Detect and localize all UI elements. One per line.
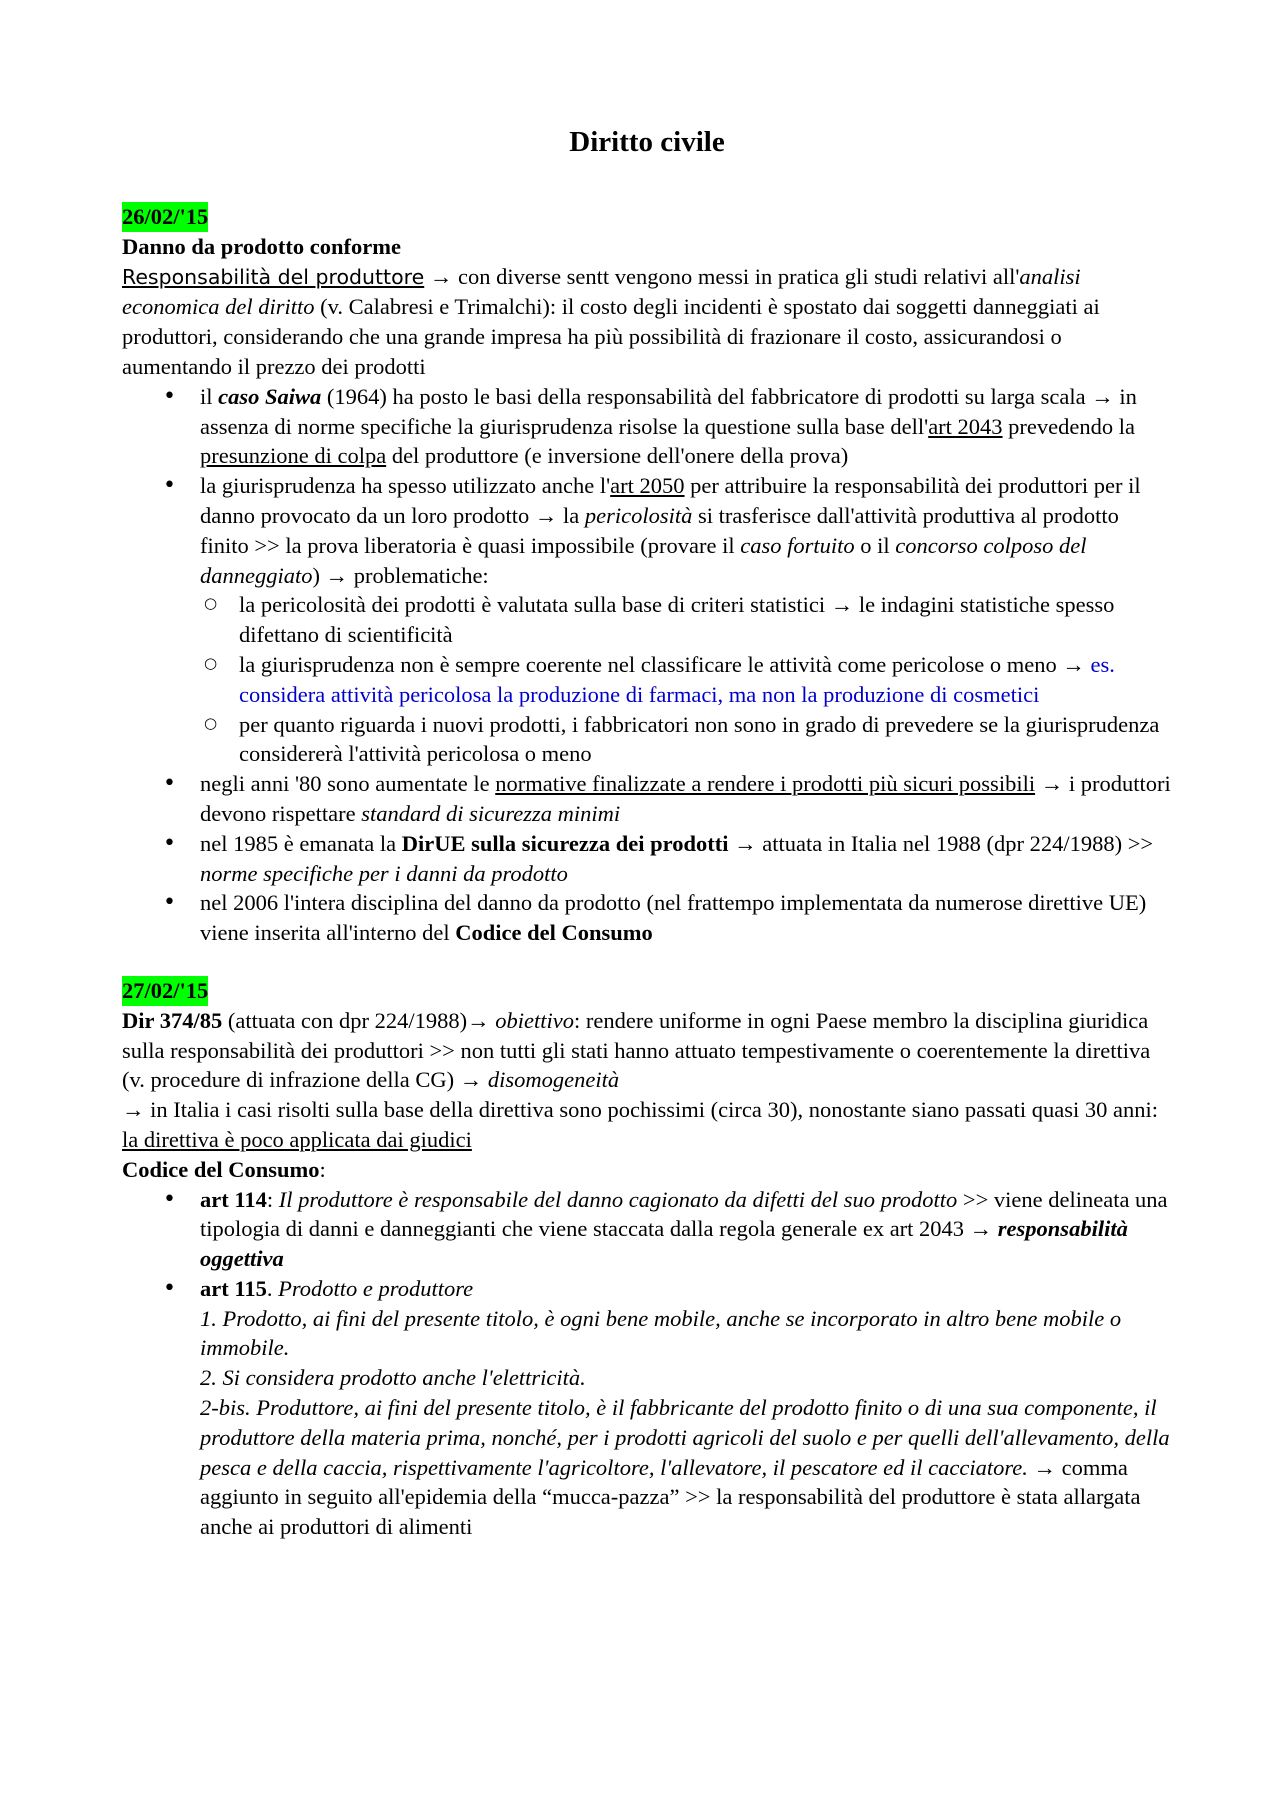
text-run: o il	[854, 532, 896, 558]
text-run: (v. Calabresi e Trimalchi): il costo degli incidenti è spostato dai soggetti danneggiati ai produttori, considerando che una grande impresa ha più possibilità di frazionare il costo, assicurandosi o aumentando il prezzo dei prodotti	[122, 294, 1100, 379]
intro-paragraph	[122, 262, 1172, 382]
text-run: del produttore (e inversione dell'onere della prova)	[386, 443, 849, 469]
section-heading: Danno da prodotto conforme	[122, 233, 401, 259]
sub-list-item: ○ la pericolosità dei prodotti è valutata sulla base di criteri statistici → le indagini statistiche spesso difettano di scientificità	[200, 590, 1172, 650]
text-run: (attuata con dpr 224/1988)→	[222, 1007, 496, 1033]
list-item	[122, 471, 1172, 769]
date-highlight: 27/02/'15	[122, 976, 208, 1006]
italic-term: norme specifiche per i danni da prodotto	[200, 860, 568, 886]
underlined-term: art 2043	[928, 413, 1003, 439]
text-run: il	[200, 383, 219, 409]
text-run: → con diverse sentt vengono messi in pratica gli studi relativi all'	[424, 263, 1020, 289]
bold-term: Codice del Consumo	[122, 1156, 320, 1182]
italic-term: pericolosità	[584, 502, 693, 528]
underlined-term: la direttiva è poco applicata dai giudici	[122, 1126, 472, 1152]
date-highlight: 26/02/'15	[122, 202, 208, 232]
text-run: :	[319, 1156, 326, 1182]
text-run: la giurisprudenza ha spesso utilizzato anche l'	[200, 473, 611, 499]
list-item	[122, 382, 1172, 471]
text-run: → in Italia i casi risolti sulla base della direttiva sono pochissimi (circa 30), nonostante siano passati quasi 30 anni:	[122, 1097, 1159, 1123]
sub-list-item	[200, 650, 1172, 710]
italic-term: analisi economica del diritto	[122, 263, 1081, 320]
text-run: la giurisprudenza non è sempre coerente nel classificare le attività come pericolose o meno →	[239, 651, 1091, 677]
underlined-term: presunzione di colpa	[200, 443, 387, 469]
underlined-term: art 2050	[610, 473, 685, 499]
italic-term: 2-bis. Produttore, ai fini del presente titolo, è il fabbricante del prodotto finito o di una sua componente, il produttore della materia prima, nonché, per i prodotti agricoli del suolo e per quelli dell'allevamento, della pesca e della caccia, rispettivamente l'agricoltore, l'allevatore, il pescatore ed il cacciatore.	[200, 1395, 1170, 1480]
paragraph	[122, 1006, 1172, 1095]
bold-italic-term: caso Saiwa	[218, 383, 322, 409]
list-item	[122, 769, 1172, 829]
text-run: si trasferisce dall'attività produttiva al prodotto finito >> la prova liberatoria è quasi impossibile (provare il	[200, 502, 1119, 558]
list-item	[122, 888, 1172, 948]
article-comma: 1. Prodotto, ai fini del presente titolo, è ogni bene mobile, anche se incorporato in altro bene mobile o immobile.	[200, 1305, 1122, 1361]
list-item	[122, 1185, 1172, 1274]
bold-term: art 115	[200, 1275, 267, 1301]
blue-example-text: es. considera attività pericolosa la produzione di farmaci, ma non la produzione di cosmetici	[239, 651, 1115, 707]
bold-term: art 114	[200, 1186, 267, 1212]
italic-term: standard di sicurezza minimi	[361, 800, 621, 826]
paragraph	[122, 1155, 1172, 1185]
italic-term: disomogeneità	[487, 1067, 620, 1093]
text-run: >> viene delineata una tipologia di danni e danneggianti che viene staccata dalla regola generale ex art 2043 →	[200, 1186, 1168, 1242]
bold-italic-term: responsabilità oggettiva	[200, 1216, 1128, 1272]
text-run: prevedendo la	[1002, 413, 1135, 439]
text-run: :	[266, 1186, 279, 1212]
article-comma: 2. Si considera prodotto anche l'elettricità.	[200, 1365, 586, 1391]
text-run: ) → problematiche:	[312, 562, 489, 588]
bullet-list	[122, 1185, 1172, 1543]
sub-bullet-list	[200, 590, 1172, 769]
section-26-02-15	[122, 202, 1172, 948]
paragraph	[122, 1095, 1172, 1155]
text-run: → comma aggiunto in seguito all'epidemia della “mucca-pazza” >> la responsabilità del produttore è stata allargata anche ai produttori di alimenti	[200, 1454, 1141, 1540]
underlined-term: Responsabilità del produttore	[122, 264, 425, 289]
underlined-term: normative finalizzate a rendere i prodotti più sicuri possibili	[495, 771, 1036, 797]
bold-term: DirUE sulla sicurezza dei prodotti	[401, 830, 729, 856]
text-run: : rendere uniforme in ogni Paese membro la disciplina giuridica sulla responsabilità dei produttori >> non tutti gli stati hanno attuato tempestivamente o coerentemente la direttiva (v. procedure di infrazione della CG) →	[122, 1007, 1151, 1093]
article-comma	[200, 1393, 1172, 1542]
text-run: nel 1985 è emanata la	[200, 830, 402, 856]
section-27-02-15	[122, 976, 1172, 1542]
text-run: → attuata in Italia nel 1988 (dpr 224/1988) >>	[728, 830, 1154, 856]
italic-term: concorso colposo del danneggiato	[200, 532, 1087, 588]
text-run: → i produttori devono rispettare	[200, 771, 1171, 826]
text-run: nel 2006 l'intera disciplina del danno da prodotto (nel frattempo implementata da numerose direttive UE) viene inserita all'interno del	[200, 890, 1147, 946]
italic-term: obiettivo	[495, 1007, 575, 1033]
italic-term: caso fortuito	[740, 532, 855, 558]
text-run: per attribuire la responsabilità dei produttori per il danno provocato da un loro prodotto → la	[200, 473, 1141, 528]
list-item	[122, 1274, 1172, 1542]
bullet-list	[122, 382, 1172, 948]
italic-term: Prodotto e produttore	[278, 1275, 474, 1301]
text-run: .	[266, 1275, 279, 1301]
bold-term: Dir 374/85	[122, 1007, 223, 1033]
document-page	[122, 124, 1172, 1542]
text-run: (1964) ha posto le basi della responsabilità del fabbricatore di prodotti su larga scala → in assenza di norme specifiche la giurisprudenza risolse la questione sulla base dell'	[200, 383, 1137, 439]
document-title: Diritto civile	[569, 126, 725, 158]
italic-term: Il produttore è responsabile del danno cagionato da difetti del suo prodotto	[278, 1186, 958, 1212]
text-run: negli anni '80 sono aumentate le	[200, 771, 496, 797]
bold-term: Codice del Consumo	[455, 920, 653, 946]
sub-list-item: ○ per quanto riguarda i nuovi prodotti, i fabbricatori non sono in grado di prevedere se la giurisprudenza considererà l'attività pericolosa o meno	[200, 710, 1172, 770]
list-item	[122, 829, 1172, 889]
